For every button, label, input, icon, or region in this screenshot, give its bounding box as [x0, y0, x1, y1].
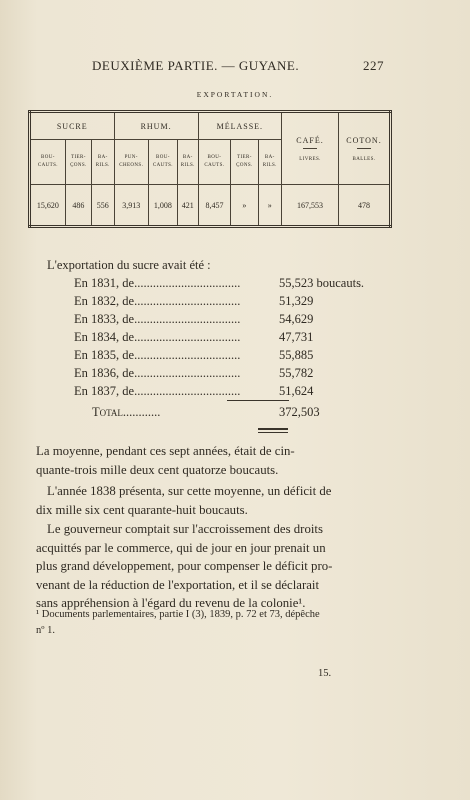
- table-title: EXPORTATION.: [196, 90, 274, 99]
- cell-value: »: [231, 185, 258, 227]
- year-value: 54,629: [279, 312, 314, 326]
- cell-value: 478: [339, 185, 391, 227]
- text-line: quante-trois mille deux cent quatorze boucauts.: [36, 462, 279, 477]
- group-cafe: [282, 112, 339, 185]
- paragraph-moyenne: [36, 442, 388, 479]
- sum-rule: [227, 400, 289, 401]
- sub-melasse-barils: BA- RILS.: [258, 140, 281, 185]
- text-line: La moyenne, pendant ces sept années, était de cin-: [36, 444, 295, 458]
- cafe-dash: [303, 148, 317, 149]
- year-row: [74, 294, 394, 310]
- leader-dots: En 1837, de..................................: [74, 384, 241, 398]
- sub-melasse-tiercons: TIER- ÇONS.: [231, 140, 258, 185]
- group-sucre: SUCRE: [30, 112, 115, 140]
- group-melasse: MÉLASSE.: [198, 112, 281, 140]
- text-line: L'année 1838 présenta, sur cette moyenne, un déficit de: [47, 484, 332, 498]
- sub-rhum-puncheons: PUN- CHEONS.: [114, 140, 148, 185]
- paragraph-annee-1838: [36, 482, 387, 519]
- leader-dots: En 1832, de..................................: [74, 294, 241, 308]
- sub-sucre-boucauts: BOU- CAUTS.: [30, 140, 66, 185]
- total-label-wrap: Total............: [92, 405, 161, 419]
- leader-dots: En 1831, de..................................: [74, 276, 241, 290]
- cell-value: 556: [92, 185, 115, 227]
- running-title: DEUXIÈME PARTIE. — GUYANE.: [92, 58, 300, 73]
- total-value: 372,503: [279, 405, 320, 419]
- year-label: En 1837, de: [74, 384, 135, 398]
- year-row: [74, 366, 394, 382]
- coton-unit: BALLES.: [352, 156, 376, 162]
- group-coton: [339, 112, 391, 185]
- year-value: 55,782: [279, 366, 314, 380]
- sub-sucre-tiercons: TIER- ÇONS.: [65, 140, 91, 185]
- paragraph-gouverneur: [36, 520, 387, 613]
- total-label: Total: [92, 405, 123, 419]
- text-line: Le gouverneur comptait sur l'accroissement des droits: [47, 522, 323, 536]
- footnote-line: nº 1.: [36, 625, 56, 636]
- year-label: En 1832, de: [74, 294, 135, 308]
- cell-value: 1,008: [148, 185, 177, 227]
- sub-rhum-barils: BA- RILS.: [177, 140, 198, 185]
- text-line: dix mille six cent quarante-huit boucauts.: [36, 502, 248, 517]
- group-rhum: RHUM.: [114, 112, 198, 140]
- text-line: plus grand développement, pour compenser le déficit pro-: [36, 559, 333, 573]
- coton-label: COTON.: [346, 135, 382, 145]
- year-label: En 1831, de: [74, 276, 135, 290]
- year-row: [74, 330, 394, 346]
- year-value: 55,885: [279, 348, 314, 362]
- year-label: En 1833, de: [74, 312, 135, 326]
- year-value: 51,624: [279, 384, 314, 398]
- leader-dots: En 1833, de..................................: [74, 312, 241, 326]
- text-line: sans appréhension à l'égard du revenu de la colonie¹.: [36, 596, 306, 610]
- year-row: [74, 312, 394, 328]
- cell-value: 8,457: [198, 185, 231, 227]
- export-table: [28, 110, 392, 228]
- leader-dots: En 1835, de..................................: [74, 348, 241, 362]
- leader-dots: En 1834, de..................................: [74, 330, 241, 344]
- total-double-rule: [258, 428, 288, 430]
- sub-melasse-boucauts: BOU- CAUTS.: [198, 140, 231, 185]
- sub-rhum-boucauts: BOU- CAUTS.: [148, 140, 177, 185]
- text-line: acquittés par le commerce, qui de jour en jour prenait un: [36, 540, 326, 555]
- leader-dots: En 1836, de..................................: [74, 366, 241, 380]
- footnote-line: ¹ Documents parlementaires, partie I (3), 1839, p. 72 et 73, dépêche: [36, 609, 320, 620]
- year-row: [74, 348, 394, 364]
- cell-value: 15,620: [30, 185, 66, 227]
- page-number: 227: [363, 58, 384, 73]
- coton-dash: [357, 148, 371, 149]
- group-header-row: [30, 112, 391, 140]
- cell-value: 167,553: [282, 185, 339, 227]
- year-value: 47,731: [279, 330, 314, 344]
- sub-sucre-barils: BA- RILS.: [92, 140, 115, 185]
- total-double-rule-lower: [258, 432, 288, 433]
- cafe-label: CAFÉ.: [296, 135, 324, 145]
- year-label: En 1835, de: [74, 348, 135, 362]
- cell-value: 486: [65, 185, 91, 227]
- year-row: [74, 384, 394, 400]
- footnote: [36, 607, 392, 639]
- cell-value: »: [258, 185, 281, 227]
- year-label: En 1836, de: [74, 366, 135, 380]
- text-line: venant de la réduction de l'exportation, et il se déclarait: [36, 577, 320, 592]
- year-value: 55,523 boucauts.: [279, 276, 365, 290]
- cell-value: 3,913: [114, 185, 148, 227]
- signature-mark: 15.: [318, 668, 332, 679]
- intro-line: L'exportation du sucre avait été :: [47, 258, 211, 272]
- year-value: 51,329: [279, 294, 314, 308]
- year-label: En 1834, de: [74, 330, 135, 344]
- cell-value: 421: [177, 185, 198, 227]
- values-row: [30, 185, 391, 227]
- year-row: [74, 276, 394, 292]
- cafe-unit: LIVRES.: [299, 156, 321, 162]
